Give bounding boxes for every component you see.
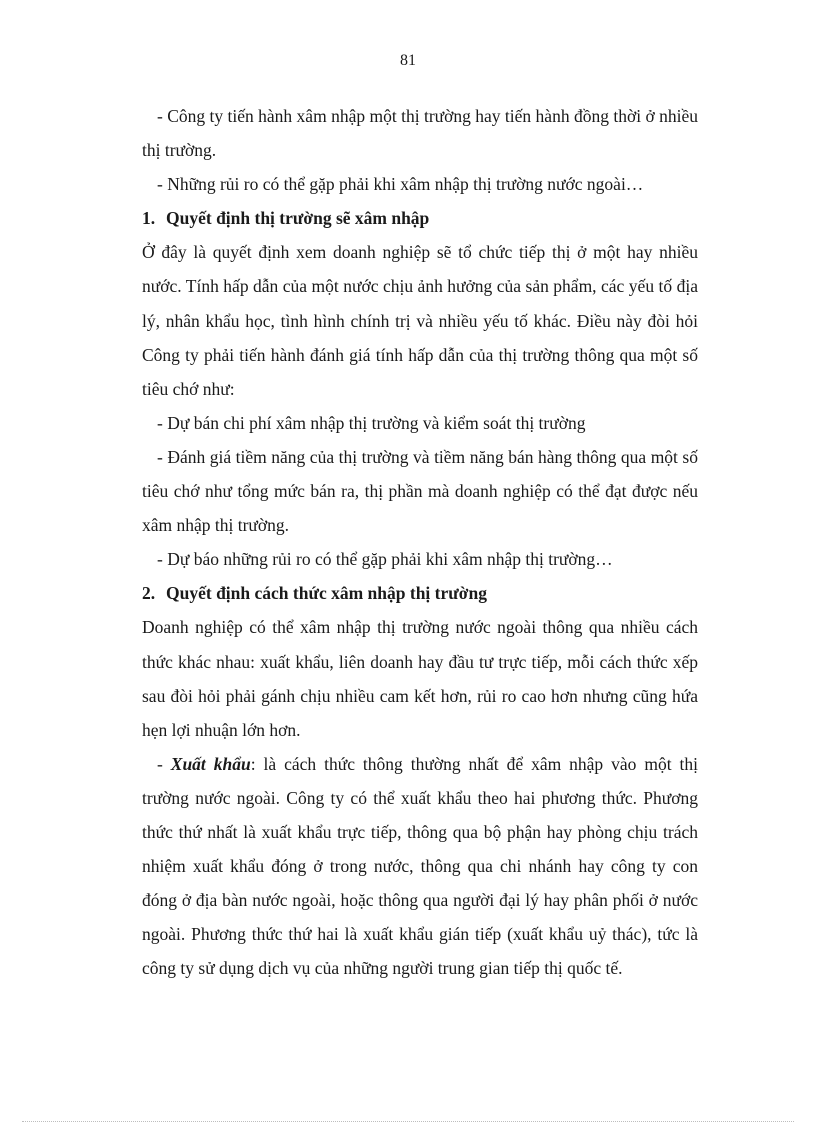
footer-divider (22, 1121, 794, 1122)
heading-entry-method (142, 576, 698, 610)
heading-number: 1. (142, 208, 156, 229)
heading-text: Quyết định thị trường sẽ xâm nhập (166, 208, 430, 229)
paragraph-cost-forecast: - Dự bán chi phí xâm nhập thị trường và kiểm soát thị trường (157, 412, 586, 433)
paragraph-export (142, 747, 698, 986)
paragraph-potential-assessment: - Đánh giá tiềm năng của thị trường và tiềm năng bán hàng thông qua một số tiêu chớ như tổng mức bán ra, thị phần mà doanh nghiệp có thể đạt được nếu xâm nhập thị trường. (142, 446, 698, 536)
paragraph-market-attractiveness: Ở đây là quyết định xem doanh nghiệp sẽ tổ chức tiếp thị ở một hay nhiều nước. Tính hấp dẫn của một nước chịu ảnh hưởng của sản phẩm, các yếu tố địa lý, nhân khẩu học, tình hình chính trị và nhiều yếu tố khác. Điều này đòi hỏi Công ty phải tiến hành đánh giá tính hấp dẫn của thị trường thông qua một số tiêu chớ như: (142, 242, 698, 399)
document-body (142, 99, 698, 985)
export-description: : là cách thức thông thường nhất để xâm nhập vào một thị trường nước ngoài. Công ty có thể xuất khẩu theo hai phương thức. Phương thức thứ nhất là xuất khẩu trực tiếp, thông qua bộ phận hay phòng chịu trách nhiệm xuất khẩu đóng ở trong nước, thông qua chi nhánh hay công ty con đóng ở địa bàn nước ngoài, hoặc thông qua người đại lý hay phân phối ở nước ngoài. Phương thức thứ hai là xuất khẩu gián tiếp (xuất khẩu uỷ thác), tức là công ty sử dụng dịch vụ của những người trung gian tiếp thị quốc tế. (142, 753, 698, 979)
heading-number: 2. (142, 583, 156, 604)
bullet-dash: - (157, 753, 171, 774)
page-number: 81 (400, 52, 416, 69)
paragraph-risk-forecast: - Dự báo những rủi ro có thể gặp phải khi xâm nhập thị trường… (157, 549, 613, 570)
paragraph-risks: - Những rủi ro có thể gặp phải khi xâm nhập thị trường nước ngoài… (157, 174, 644, 195)
heading-text: Quyết định cách thức xâm nhập thị trường (166, 583, 487, 604)
heading-market-decision (142, 201, 698, 235)
term-export: Xuất khẩu (170, 753, 251, 774)
paragraph-market-scope: - Công ty tiến hành xâm nhập một thị trường hay tiến hành đồng thời ở nhiều thị trường. (142, 106, 698, 161)
paragraph-entry-methods: Doanh nghiệp có thể xâm nhập thị trường nước ngoài thông qua nhiều cách thức khác nhau: xuất khẩu, liên doanh hay đầu tư trực tiếp, mỗi cách thức xếp sau đòi hỏi phải gánh chịu nhiều cam kết hơn, rủi ro cao hơn nhưng cũng hứa hẹn lợi nhuận lớn hơn. (142, 617, 698, 740)
